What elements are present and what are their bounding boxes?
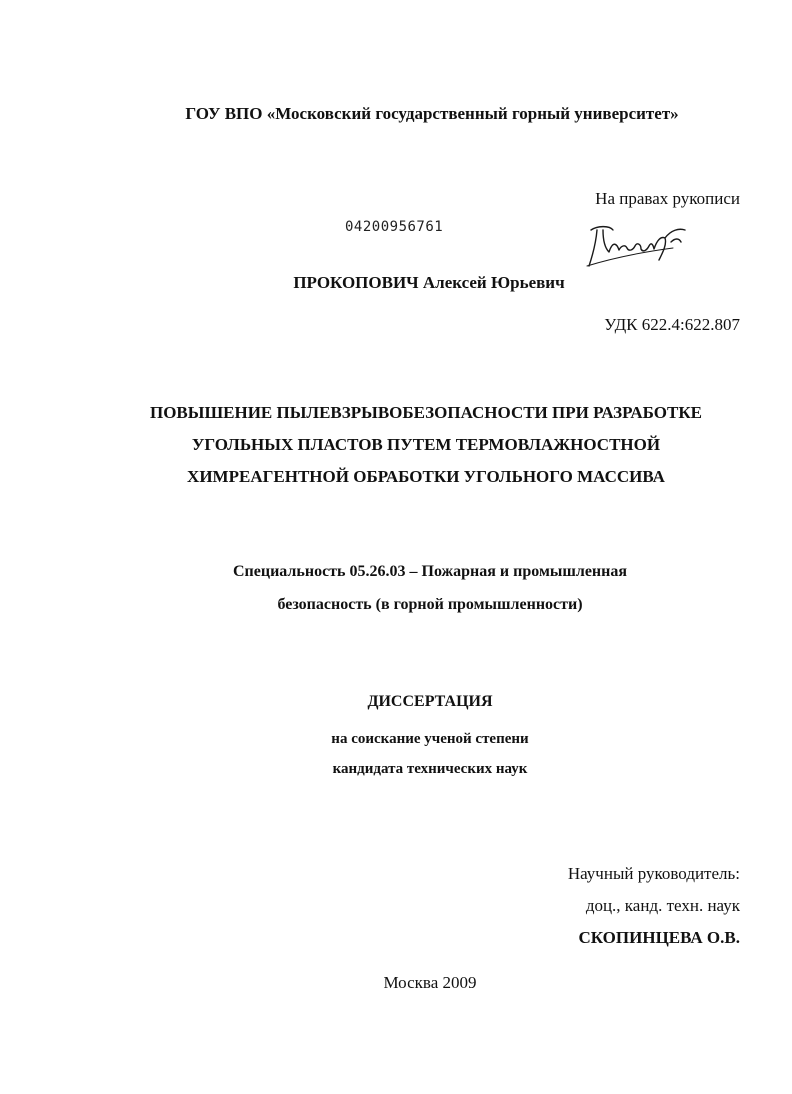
author-signature bbox=[583, 222, 693, 272]
supervisor-degree: доц., канд. техн. наук bbox=[585, 896, 740, 915]
supervisor-block bbox=[568, 858, 740, 954]
author-surname: ПРОКОПОВИЧ bbox=[293, 273, 419, 292]
supervisor-label: Научный руководитель: bbox=[567, 864, 740, 883]
title-line: УГОЛЬНЫХ ПЛАСТОВ ПУТЕМ ТЕРМОВЛАЖНОСТНОЙ bbox=[191, 435, 661, 454]
city-year: Москва 2009 bbox=[383, 973, 477, 992]
specialty-line: Специальность 05.26.03 – Пожарная и промышленная bbox=[232, 563, 628, 580]
udc-code: УДК 622.4:622.807 bbox=[604, 315, 740, 334]
degree-line: на соискание ученой степени bbox=[331, 731, 529, 747]
specialty bbox=[34, 555, 792, 621]
degree-description bbox=[34, 724, 792, 784]
dissertation-title bbox=[30, 397, 792, 493]
author-name bbox=[0, 273, 792, 293]
supervisor-name: СКОПИНЦЕВА О.В. bbox=[578, 928, 740, 947]
manuscript-note: На правах рукописи bbox=[595, 189, 740, 208]
degree-line: кандидата технических наук bbox=[332, 761, 528, 777]
title-line: ХИМРЕАГЕНТНОЙ ОБРАБОТКИ УГОЛЬНОГО МАССИВА bbox=[187, 467, 665, 486]
specialty-line: безопасность (в горной промышленности) bbox=[277, 596, 583, 613]
university-name: ГОУ ВПО «Московский государственный горный университет» bbox=[185, 104, 679, 123]
author-given-names: Алексей Юрьевич bbox=[422, 273, 565, 292]
archive-number: 04200956761 bbox=[345, 219, 444, 235]
title-line: ПОВЫШЕНИЕ ПЫЛЕВЗРЫВОБЕЗОПАСНОСТИ ПРИ РАЗРАБОТКЕ bbox=[149, 403, 702, 422]
document-type-heading: ДИССЕРТАЦИЯ bbox=[367, 693, 493, 710]
